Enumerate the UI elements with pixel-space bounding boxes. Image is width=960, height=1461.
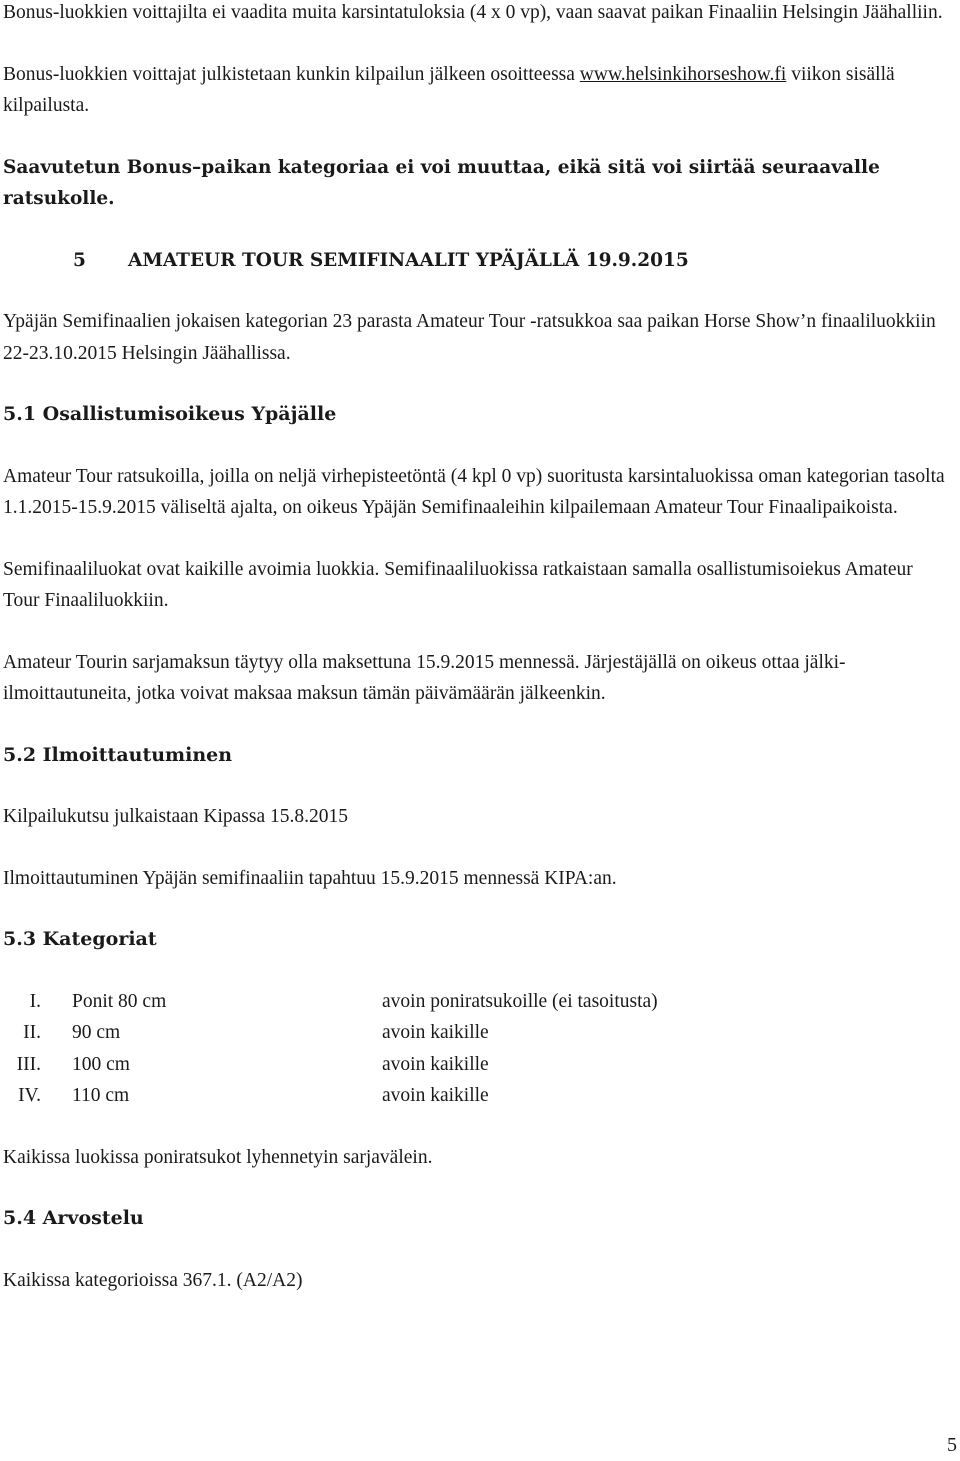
page-number: 5: [947, 1433, 957, 1456]
category-list: [3, 986, 948, 1112]
section-5-3-note: Kaikissa luokissa poniratsukot lyhennetyin sarjavälein.: [3, 1146, 433, 1168]
document-page: [3, 0, 948, 1296]
section-5-2-paragraph-2: Ilmoittautuminen Ypäjän semifinaaliin tapahtuu 15.9.2015 mennessä KIPA:an.: [3, 867, 617, 889]
paragraph-bonus-qualification: Bonus-luokkien voittajilta ei vaadita muita karsintatuloksia (4 x 0 vp), vaan saavat paikan Finaaliin Helsingin Jäähalliin.: [3, 2, 943, 23]
category-height: 110 cm: [72, 1085, 130, 1106]
section-5-1-paragraph-1: Amateur Tour ratsukoilla, joilla on neljä virhepisteetöntä (4 kpl 0 vp) suoritusta karsintaluokissa oman kategorian tasolta 1.1.2015-15.9.2015 väliseltä ajalta, on oikeus Ypäjän Semifinaaleihin kilpailemaan Amateur Tour Finaalipaikoista.: [3, 465, 945, 518]
category-height: Ponit 80 cm: [72, 990, 167, 1012]
category-height: 100 cm: [72, 1053, 130, 1075]
category-numeral: I.: [29, 990, 41, 1012]
category-description: avoin kaikille: [382, 1085, 489, 1106]
category-height: 90 cm: [72, 1022, 121, 1043]
section-5-2-paragraph-1: Kilpailukutsu julkaistaan Kipassa 15.8.2015: [3, 806, 349, 827]
category-description: avoin poniratsukoille (ei tasoitusta): [382, 990, 658, 1012]
category-row: [3, 1080, 948, 1112]
section-5-1-paragraph-3: Amateur Tourin sarjamaksun täytyy olla maksettuna 15.9.2015 mennessä. Järjestäjällä on oikeus ottaa jälki-ilmoittautuneita, jotka voivat maksaa maksun tämän päivämäärän jälkeenkin.: [3, 651, 846, 704]
category-row: [3, 986, 948, 1018]
paragraph-text: Bonus-luokkien voittajat julkistetaan kunkin kilpailun jälkeen osoitteessa: [3, 63, 580, 85]
section-5-heading: [3, 245, 948, 277]
section-number: 5: [73, 249, 86, 271]
section-5-4-heading: 5.4 Arvostelu: [3, 1207, 144, 1229]
category-numeral: II.: [23, 1022, 41, 1043]
section-5-1-paragraph-2: Semifinaaliluokat ovat kaikille avoimia luokkia. Semifinaaliluokissa ratkaistaan samalla osallistumisoiekus Amateur Tour Finaaliluokkiin.: [3, 558, 913, 611]
section-5-intro: Ypäjän Semifinaalien jokaisen kategorian 23 parasta Amateur Tour -ratsukkoa saa paikan Horse Show’n finaaliluokkiin 22-23.10.2015 Helsingin Jäähallissa.: [3, 311, 936, 364]
category-row: [3, 1017, 948, 1049]
section-5-3-heading: 5.3 Kategoriat: [3, 928, 157, 950]
category-description: avoin kaikille: [382, 1022, 489, 1043]
category-row: [3, 1049, 948, 1081]
category-numeral: III.: [16, 1053, 41, 1075]
paragraph-text: viikon sisällä kilpailusta.: [3, 63, 895, 116]
section-5-4-paragraph-1: Kaikissa kategorioissa 367.1. (A2/A2): [3, 1269, 303, 1291]
website-link[interactable]: www.helsinkihorseshow.fi: [579, 63, 787, 85]
section-5-2-heading: 5.2 Ilmoittautuminen: [3, 743, 233, 766]
paragraph-bonus-publication: [3, 59, 948, 122]
paragraph-bonus-category-note: Saavutetun Bonus–paikan kategoriaa ei voi muuttaa, eikä sitä voi siirtää seuraavalle ratsukolle.: [3, 156, 880, 209]
category-numeral: IV.: [18, 1085, 41, 1106]
section-title: AMATEUR TOUR SEMIFINAALIT YPÄJÄLLÄ 19.9.2015: [128, 249, 689, 271]
category-description: avoin kaikille: [382, 1053, 489, 1075]
section-5-1-heading: 5.1 Osallistumisoikeus Ypäjälle: [3, 403, 337, 425]
